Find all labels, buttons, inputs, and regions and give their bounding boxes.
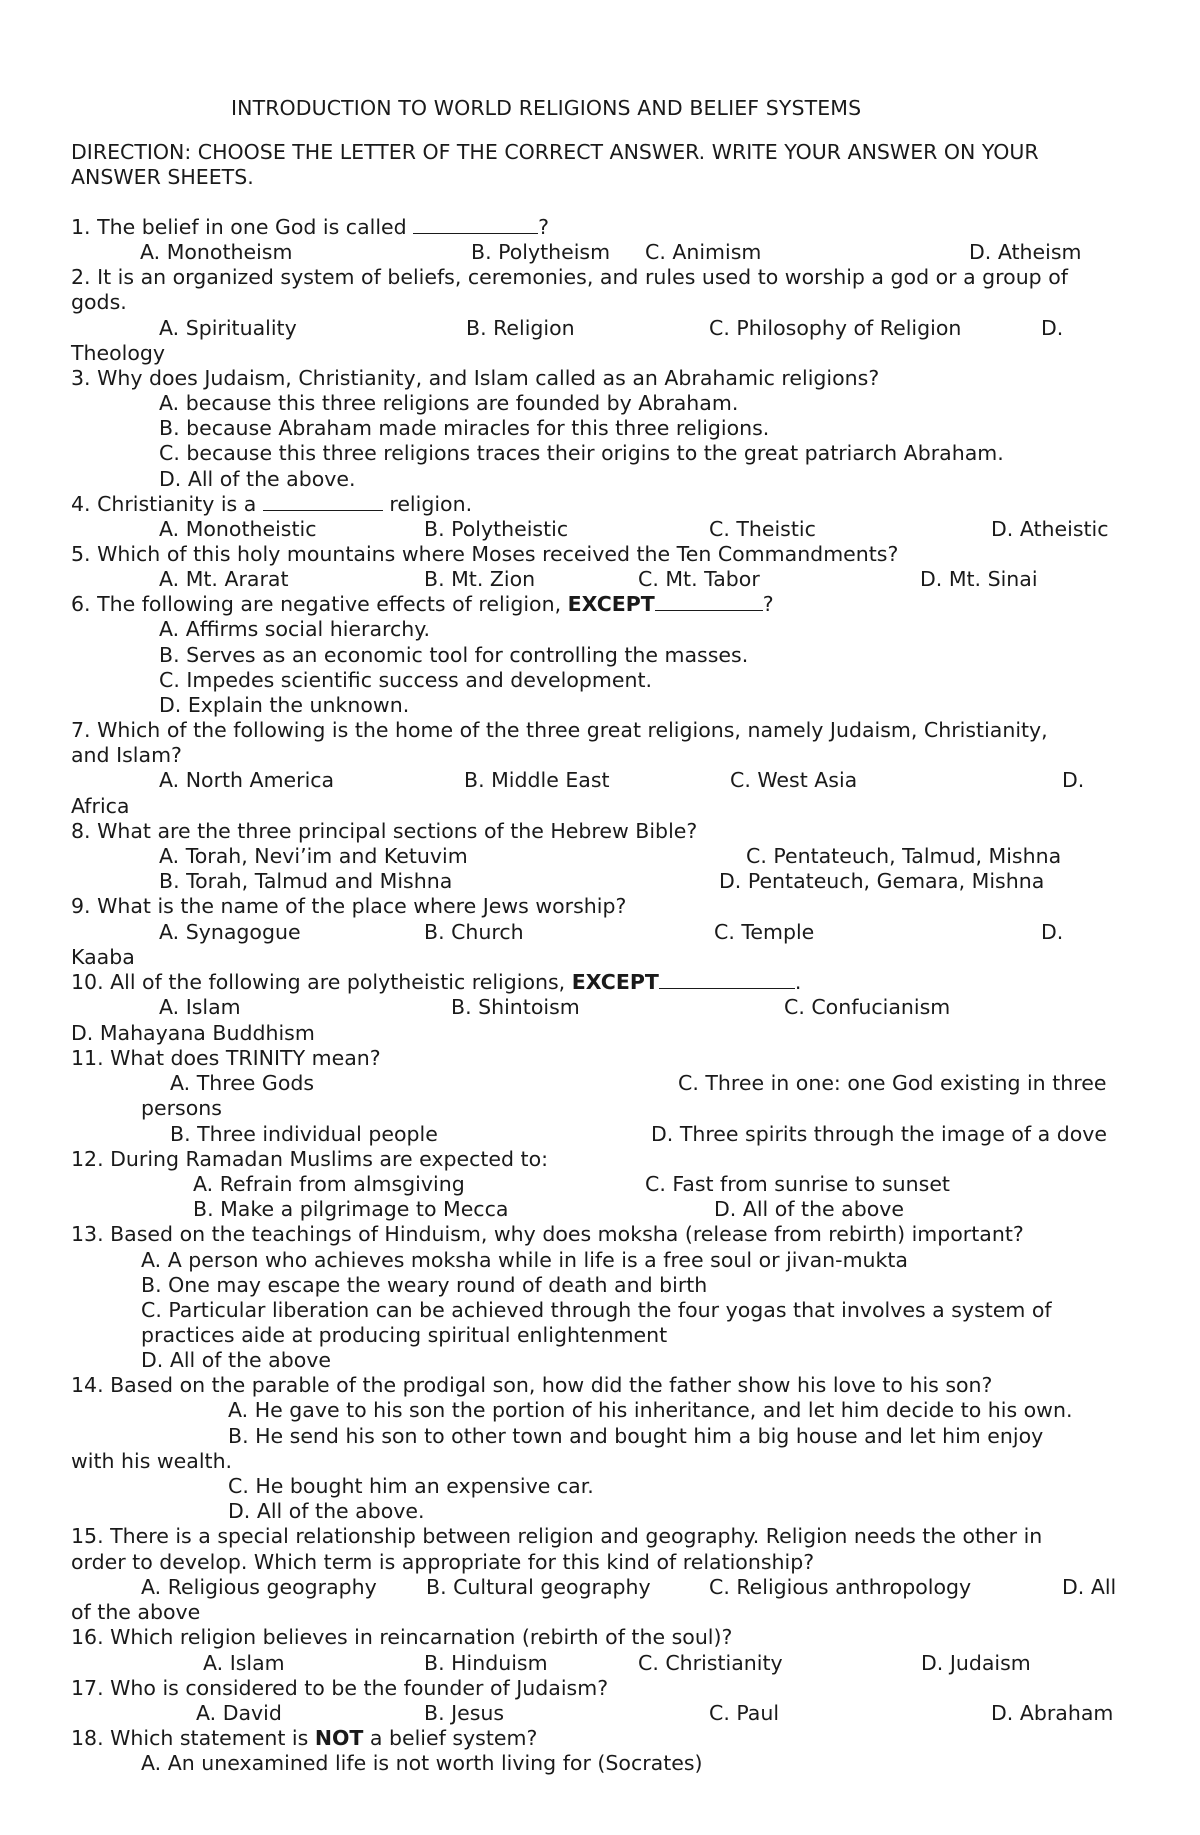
q9-option-b: B. Church <box>424 920 524 944</box>
q2-option-a: A. Spirituality <box>159 316 297 340</box>
question-13: 13. Based on the teachings of Hinduism, why does moksha (release from rebirth) important? <box>71 1222 1024 1246</box>
answer-blank <box>413 215 538 234</box>
q4-option-c: C. Theistic <box>709 517 816 541</box>
q5-option-b: B. Mt. Zion <box>424 567 536 591</box>
q9-option-c: C. Temple <box>714 920 815 944</box>
q12-option-b: B. Make a pilgrimage to Mecca <box>193 1197 509 1221</box>
q7-option-c: C. West Asia <box>730 768 858 792</box>
q12-option-c: C. Fast from sunrise to sunset <box>645 1172 950 1196</box>
q15-option-b: B. Cultural geography <box>426 1575 651 1599</box>
q14-option-c: C. He bought him an expensive car. <box>228 1474 594 1498</box>
q13-option-c-line-1: C. Particular liberation can be achieved through the four yogas that involves a system of <box>141 1298 1052 1322</box>
q12-option-a: A. Refrain from almsgiving <box>193 1172 465 1196</box>
q7-option-b: B. Middle East <box>464 768 610 792</box>
question-10-end: . <box>794 970 802 994</box>
q8-option-d: D. Pentateuch, Gemara, Mishna <box>719 869 1045 893</box>
page-title: INTRODUCTION TO WORLD RELIGIONS AND BELIEF SYSTEMS <box>231 96 862 120</box>
q14-option-a: A. He gave to his son the portion of his inheritance, and let him decide to his own. <box>228 1398 1073 1422</box>
q2-option-c: C. Philosophy of Religion <box>709 316 962 340</box>
q18-option-a: A. An unexamined life is not worth living for (Socrates) <box>141 1751 703 1775</box>
q10-option-a: A. Islam <box>159 995 241 1019</box>
q9-option-d: D. <box>1041 920 1064 944</box>
q13-option-b: B. One may escape the weary round of death and birth <box>141 1273 708 1297</box>
q17-option-d: D. Abraham <box>991 1701 1114 1725</box>
question-16: 16. Which religion believes in reincarnation (rebirth of the soul)? <box>71 1625 733 1649</box>
q16-option-d: D. Judaism <box>921 1651 1031 1675</box>
q7-option-d: D. <box>1062 768 1085 792</box>
q11-option-c-wrap: persons <box>141 1096 222 1120</box>
question-12: 12. During Ramadan Muslims are expected to: <box>71 1147 549 1171</box>
q3-option-a: A. because this three religions are founded by Abraham. <box>159 391 739 415</box>
question-18 <box>71 1726 537 1751</box>
q9-option-d-wrap: Kaaba <box>71 945 135 969</box>
question-6-end: ? <box>762 592 774 616</box>
question-1-end: ? <box>538 215 550 239</box>
q2-option-d: D. <box>1041 316 1064 340</box>
q7-option-d-wrap: Africa <box>71 794 130 818</box>
q3-option-b: B. because Abraham made miracles for this three religions. <box>159 416 770 440</box>
q17-option-a: A. David <box>196 1701 282 1725</box>
question-17: 17. Who is considered to be the founder of Judaism? <box>71 1676 609 1700</box>
q14-option-b-line-2: with his wealth. <box>71 1449 233 1473</box>
q6-option-d: D. Explain the unknown. <box>159 693 410 717</box>
q14-option-d: D. All of the above. <box>228 1499 425 1523</box>
q5-option-c: C. Mt. Tabor <box>638 567 760 591</box>
question-6-emphasis: EXCEPT <box>567 592 655 616</box>
q8-option-c: C. Pentateuch, Talmud, Mishna <box>746 844 1062 868</box>
q11-option-b: B. Three individual people <box>170 1122 438 1146</box>
q5-option-d: D. Mt. Sinai <box>920 567 1038 591</box>
q8-option-b: B. Torah, Talmud and Mishna <box>159 869 453 893</box>
question-1-stem: 1. The belief in one God is called <box>71 215 414 239</box>
q16-option-b: B. Hinduism <box>424 1651 548 1675</box>
q3-option-c: C. because this three religions traces their origins to the great patriarch Abraham. <box>159 441 1004 465</box>
direction-line-2: ANSWER SHEETS. <box>71 165 254 189</box>
q2-option-b: B. Religion <box>466 316 575 340</box>
question-10 <box>71 970 801 995</box>
q14-option-b-line-1: B. He send his son to other town and bought him a big house and let him enjoy <box>228 1424 1044 1448</box>
direction-line-1: DIRECTION: CHOOSE THE LETTER OF THE CORRECT ANSWER. WRITE YOUR ANSWER ON YOUR <box>71 140 1039 164</box>
q4-option-d: D. Atheistic <box>991 517 1109 541</box>
question-4 <box>71 492 472 517</box>
question-11: 11. What does TRINITY mean? <box>71 1046 381 1070</box>
q1-option-d: D. Atheism <box>969 240 1082 264</box>
q6-option-a: A. Affirms social hierarchy. <box>159 617 430 641</box>
q9-option-a: A. Synagogue <box>159 920 301 944</box>
q13-option-c-line-2: practices aide at producing spiritual enlightenment <box>141 1323 668 1347</box>
q11-option-d: D. Three spirits through the image of a dove <box>651 1122 1108 1146</box>
q10-option-b: B. Shintoism <box>451 995 580 1019</box>
question-2-line-2: gods. <box>71 290 127 314</box>
question-14: 14. Based on the parable of the prodigal son, how did the father show his love to his son? <box>71 1373 993 1397</box>
q3-option-d: D. All of the above. <box>159 467 356 491</box>
question-18-end: a belief system? <box>363 1726 538 1750</box>
q16-option-a: A. Islam <box>203 1651 285 1675</box>
question-10-emphasis: EXCEPT <box>571 970 659 994</box>
q12-option-d: D. All of the above <box>714 1197 905 1221</box>
q2-option-d-wrap: Theology <box>71 341 166 365</box>
q1-option-b: B. Polytheism <box>471 240 611 264</box>
q11-option-a: A. Three Gods <box>170 1071 315 1095</box>
q15-option-d: D. All <box>1062 1575 1117 1599</box>
question-10-stem: 10. All of the following are polytheistic religions, <box>71 970 572 994</box>
question-15-line-1: 15. There is a special relationship between religion and geography. Religion needs the other in <box>71 1524 1043 1548</box>
question-6-stem: 6. The following are negative effects of religion, <box>71 592 568 616</box>
question-7-line-2: and Islam? <box>71 743 182 767</box>
question-6 <box>71 592 774 617</box>
question-4-end: religion. <box>382 492 473 516</box>
question-7-line-1: 7. Which of the following is the home of the three great religions, namely Judaism, Christianity, <box>71 718 1048 742</box>
answer-blank <box>263 492 383 511</box>
q15-option-a: A. Religious geography <box>141 1575 377 1599</box>
q7-option-a: A. North America <box>159 768 335 792</box>
answer-blank <box>659 970 795 989</box>
question-18-stem: 18. Which statement is <box>71 1726 315 1750</box>
q6-option-b: B. Serves as an economic tool for controlling the masses. <box>159 643 749 667</box>
q5-option-a: A. Mt. Ararat <box>159 567 289 591</box>
question-18-emphasis: NOT <box>314 1726 364 1750</box>
answer-blank <box>655 592 763 611</box>
q15-option-d-wrap: of the above <box>71 1600 201 1624</box>
question-9: 9. What is the name of the place where Jews worship? <box>71 894 627 918</box>
q15-option-c: C. Religious anthropology <box>709 1575 972 1599</box>
q10-option-d: D. Mahayana Buddhism <box>71 1021 315 1045</box>
q17-option-c: C. Paul <box>709 1701 780 1725</box>
q4-option-a: A. Monotheistic <box>159 517 317 541</box>
question-8: 8. What are the three principal sections of the Hebrew Bible? <box>71 819 698 843</box>
q4-option-b: B. Polytheistic <box>424 517 569 541</box>
q17-option-b: B. Jesus <box>424 1701 505 1725</box>
q10-option-c: C. Confucianism <box>784 995 951 1019</box>
question-3: 3. Why does Judaism, Christianity, and Islam called as an Abrahamic religions? <box>71 366 880 390</box>
q16-option-c: C. Christianity <box>638 1651 783 1675</box>
question-15-line-2: order to develop. Which term is appropriate for this kind of relationship? <box>71 1550 815 1574</box>
question-2-line-1: 2. It is an organized system of beliefs, ceremonies, and rules used to worship a god or a group of <box>71 265 1068 289</box>
q13-option-d: D. All of the above <box>141 1348 332 1372</box>
q11-option-c: C. Three in one: one God existing in three <box>678 1071 1107 1095</box>
q1-option-a: A. Monotheism <box>140 240 293 264</box>
q6-option-c: C. Impedes scientific success and development. <box>159 668 653 692</box>
q8-option-a: A. Torah, Nevi’im and Ketuvim <box>159 844 468 868</box>
question-4-stem: 4. Christianity is a <box>71 492 263 516</box>
q1-option-c: C. Animism <box>645 240 762 264</box>
q13-option-a: A. A person who achieves moksha while in life is a free soul or jivan-mukta <box>141 1248 908 1272</box>
question-1 <box>71 215 549 240</box>
question-5: 5. Which of this holy mountains where Moses received the Ten Commandments? <box>71 542 899 566</box>
